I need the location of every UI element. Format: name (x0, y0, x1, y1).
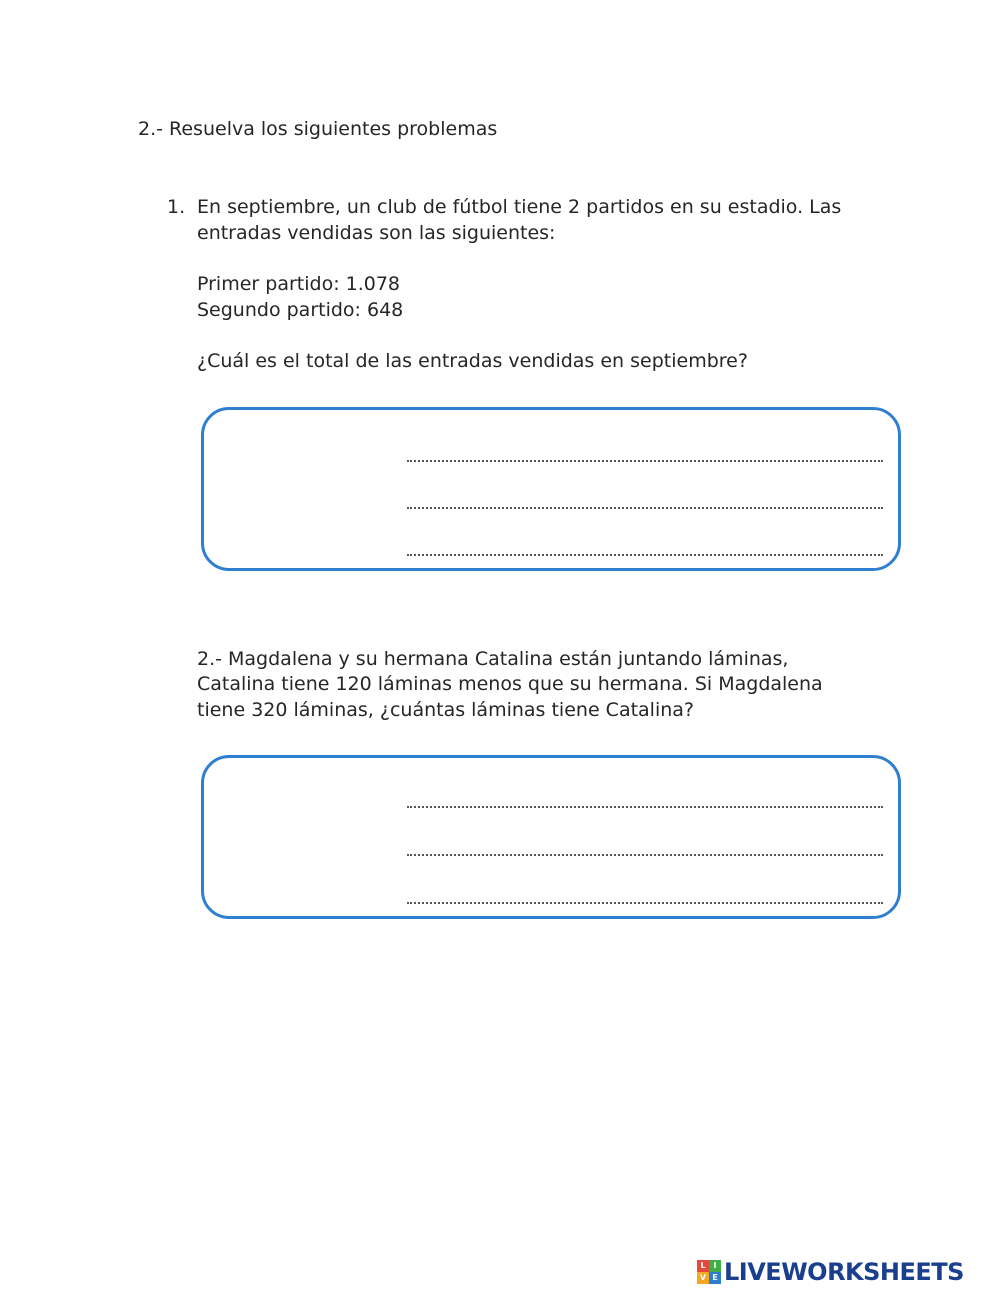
problem-1-text-line-1: En septiembre, un club de fútbol tiene 2 partidos en su estadio. Las (197, 196, 842, 218)
logo-letter: L (697, 1260, 709, 1272)
problem-2-answer-box (201, 755, 901, 919)
problem-1-second-match: Segundo partido: 648 (197, 299, 404, 321)
problem-1-first-match: Primer partido: 1.078 (197, 273, 401, 295)
problem-1-number: 1. (167, 196, 186, 218)
problem-2-text-line-3: tiene 320 láminas, ¿cuántas láminas tiene Catalina? (197, 699, 695, 721)
logo-letter: E (709, 1272, 721, 1284)
liveworksheets-logo-text: LIVEWORKSHEETS (724, 1258, 964, 1286)
liveworksheets-logo-icon (697, 1260, 721, 1284)
problem-2-text-line-1: 2.- Magdalena y su hermana Catalina están juntando láminas, (197, 648, 789, 670)
answer-line-2[interactable] (407, 854, 883, 856)
problem-2-text-line-2: Catalina tiene 120 láminas menos que su hermana. Si Magdalena (197, 673, 823, 695)
logo-letter: V (697, 1272, 709, 1284)
logo-letter: I (709, 1260, 721, 1272)
problem-1-answer-box (201, 407, 901, 571)
answer-line-1[interactable] (407, 460, 883, 462)
answer-line-1[interactable] (407, 806, 883, 808)
liveworksheets-logo (697, 1258, 964, 1286)
problem-1-question: ¿Cuál es el total de las entradas vendidas en septiembre? (197, 350, 748, 372)
answer-line-3[interactable] (407, 554, 883, 556)
section-title: 2.- Resuelva los siguientes problemas (138, 118, 498, 140)
answer-line-3[interactable] (407, 902, 883, 904)
answer-line-2[interactable] (407, 507, 883, 509)
problem-1-text-line-2: entradas vendidas son las siguientes: (197, 222, 556, 244)
